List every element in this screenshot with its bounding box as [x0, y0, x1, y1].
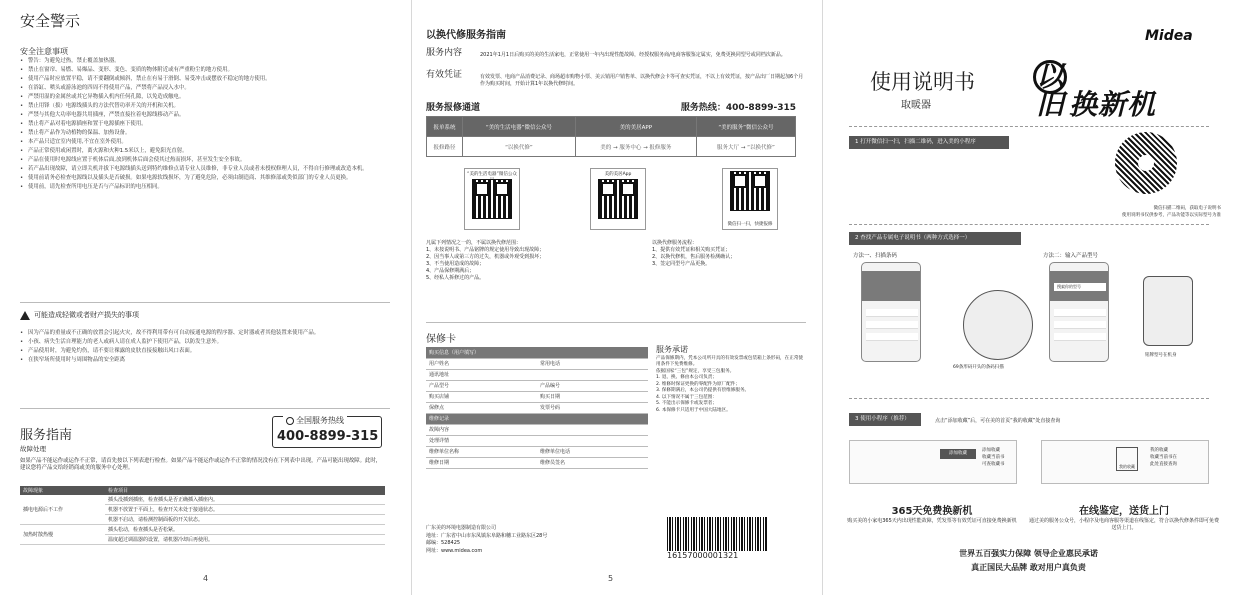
table-cell[interactable] — [521, 424, 537, 435]
safety-item: • 禁止用锋（拔）电源线插头的方法代替功率开关的开机和关机。 — [20, 103, 380, 110]
table-cell[interactable] — [521, 435, 537, 446]
table-row — [426, 424, 648, 435]
table-label: 发票号码 — [537, 402, 632, 413]
note-list — [426, 247, 596, 282]
favorite-note — [982, 447, 1005, 468]
table-cell[interactable] — [521, 369, 537, 380]
note-item: 1、提供有效凭证和相关购买凭证； — [652, 247, 731, 253]
table-cell[interactable] — [632, 424, 648, 435]
list-item — [1054, 309, 1106, 317]
promise-title: 服务承诺 — [656, 345, 688, 354]
table-cell: 插头松动，检查插头是否松紧。 — [105, 525, 385, 535]
divider — [849, 224, 1209, 225]
exclusion-notes — [426, 240, 596, 282]
promise-item: 6. 本保修卡只适用于中国大陆地区。 — [656, 407, 731, 413]
table-cell: 服务大厅 → “以换代修” — [696, 137, 795, 157]
service-title: 服务指南 — [20, 428, 73, 443]
table-cell[interactable] — [632, 369, 648, 380]
table-cell[interactable] — [521, 457, 537, 468]
hotline-number: 400-8899-315 — [277, 429, 379, 444]
favorite-note-line: 收藏当前书在 — [1150, 455, 1177, 460]
list-item — [866, 333, 918, 341]
promise-list — [656, 356, 806, 415]
safety-list — [20, 58, 380, 193]
campaign-logo — [1033, 60, 1156, 123]
channel-title: 服务报修通道 — [426, 103, 481, 113]
table-label: 处理详情 — [426, 435, 521, 446]
row-key: 有效凭证 — [426, 70, 463, 80]
table-label: 维修员签名 — [537, 457, 632, 468]
channel-heading — [426, 100, 796, 113]
safety-item: • 禁止将产品对着电源插座和置于电源插座下使用。 — [20, 121, 380, 128]
table-cell[interactable] — [521, 380, 537, 391]
channel-table — [426, 116, 796, 157]
slogan-2: 真正国民大品牌 敢对用户真负责 — [971, 563, 1086, 572]
table-cell[interactable] — [632, 402, 648, 413]
safety-item: • 本产品只适宜室内使用,不宜在室外使用。 — [20, 139, 380, 146]
divider — [20, 408, 390, 409]
fault-table — [20, 486, 385, 545]
company-line: 网址：www.midea.com — [426, 547, 483, 554]
safety-item: • 在浴缸、喷头或游泳池的四周不得使用产品，严禁将产品浸入水中。 — [20, 85, 380, 92]
warning-icon — [20, 311, 30, 320]
list-item — [1054, 333, 1106, 341]
method-2: 方法二：输入产品型号 — [1043, 253, 1099, 259]
campaign-text: 换新机 — [1069, 88, 1157, 121]
table-cell: “以换代修” — [463, 137, 576, 157]
table-cell: 机器不启动，请检测控制面板的开关状态。 — [105, 515, 385, 525]
warranty-table — [426, 347, 648, 469]
page-title: 安全警示 — [20, 12, 81, 30]
table-cell: “美的生活电器”微信公众号 — [463, 117, 576, 137]
barcode-zoom-icon — [963, 290, 1033, 360]
promise-item: 2. 维修时保证更换的零配件为原厂配件； — [656, 381, 740, 387]
table-row — [426, 358, 648, 369]
safety-item: • 严禁与其他大功率电器共用插座，严禁直接拉着电源线移动产品。 — [20, 112, 380, 119]
note-item: 4、产品保修期满后； — [426, 268, 475, 274]
table-cell[interactable] — [521, 402, 537, 413]
table-header: 故障现象 — [20, 486, 105, 495]
table-label: 保修点 — [426, 402, 521, 413]
warning-heading — [20, 310, 139, 320]
method-1: 方法一、扫描条码 — [853, 253, 898, 259]
qr-card — [722, 168, 778, 230]
note-title: 以换代修服务流程： — [652, 240, 698, 246]
divider — [849, 398, 1209, 399]
hotline-box — [272, 416, 382, 448]
add-favorite-button[interactable]: 添加收藏 — [940, 449, 976, 459]
note-item: 1、未按说明书、产品铭牌的规定使用导致出现故障； — [426, 247, 545, 253]
table-label: 维修单位名称 — [426, 446, 521, 457]
table-cell: 美的 → 服务中心 → 报修服务 — [575, 137, 696, 157]
qr-label: 微信扫一扫，快捷报修 — [727, 222, 773, 227]
divider — [426, 322, 806, 323]
table-label — [537, 424, 632, 435]
step-3-text: 点击“添加收藏”后，可在美的首页“我的收藏”处直接查询 — [935, 418, 1061, 424]
table-label — [537, 369, 632, 380]
company-line: 地址：广东省中山市东凤镇东阜路和穗工业路东区28号 — [426, 532, 548, 539]
warning-title: 可能造成轻微或者财产损失的事项 — [34, 311, 139, 319]
promise-item: 4. 以下情况不属于三包范围： — [656, 394, 717, 400]
figure-caption: 69条形码开头的条码扫描 — [953, 365, 1004, 370]
table-label: 通讯地址 — [426, 369, 521, 380]
table-header: 购买信息（用户填写） — [426, 347, 648, 358]
company-info — [426, 525, 547, 555]
promise-item: 依据国家“三包”规定，享受三包服务。 — [656, 368, 735, 374]
favorite-note-line: 添加收藏 — [982, 448, 1000, 453]
table-row — [426, 457, 648, 468]
table-label: 故障内容 — [426, 424, 521, 435]
promise-item: 产品保修期内，凭本公司所开具的有效发票或包装箱上条形码，在正常使用条件下免费维修。 — [656, 355, 804, 367]
favorite-note-line: 我的收藏 — [1150, 448, 1168, 453]
table-cell[interactable] — [632, 435, 648, 446]
phone-scan-mockup — [861, 262, 921, 362]
step-3: 3 使用小程序（推荐） — [849, 413, 921, 426]
mini-program-qr-icon[interactable] — [1115, 132, 1177, 194]
qr-label: “美的生活电器”微信公众 — [467, 172, 517, 177]
campaign-badge: 以旧 — [1033, 60, 1067, 94]
table-cell[interactable] — [521, 446, 537, 457]
table-cell[interactable] — [632, 380, 648, 391]
figure-caption: 铭牌型号在机身 — [1145, 353, 1177, 358]
manual-title: 使用说明书 — [870, 70, 975, 94]
table-row — [426, 391, 648, 402]
note-item: 2、因当事人或第三方的过失，机器或外观受到损坏； — [426, 254, 545, 260]
safety-item: • 产品正常使用或闲置时，离火源和火种1.5米以上，避免阳光直射。 — [20, 148, 380, 155]
my-favorites-icon[interactable]: 我的收藏 — [1116, 447, 1138, 471]
table-row — [426, 435, 648, 446]
favorite-note-line: 收藏当前书 — [982, 455, 1005, 460]
table-cell: 加热时散热慢 — [20, 525, 105, 545]
qr-caption — [1071, 205, 1221, 219]
service-promise — [656, 347, 806, 414]
safety-item: • 使用产品时应放置平稳，请不要翻倒或倾斜，禁止在有易于滑倒、易受冲击或摆放不稳定的地方使用。 — [20, 76, 380, 83]
step-1: 1 打开微信扫一扫，扫描二维码，进入美的小程序 — [849, 136, 1009, 149]
safety-item: • 若产品出现故障，请立即关机并拔下电源线插头送到特约维修点请专业人员维修，非专业人员或者未授权修理人员，不得自行修理或改造本机。 — [20, 166, 380, 173]
phone-icon — [286, 417, 294, 425]
divider — [849, 126, 1209, 127]
list-item — [1054, 321, 1106, 329]
product-name: 取暖器 — [901, 100, 931, 111]
table-label: 购买店铺 — [426, 391, 521, 402]
table-label: 产品型号 — [426, 380, 521, 391]
table-cell: 报修路径 — [427, 137, 463, 157]
company-line: 广东美的环境电器制造有限公司 — [426, 525, 497, 531]
qr-card — [590, 168, 646, 230]
midea-logo: Midea — [1145, 28, 1193, 44]
barcode-icon — [667, 517, 767, 551]
row-key: 服务内容 — [426, 48, 463, 58]
qr-code-icon[interactable] — [730, 171, 770, 211]
table-label: 用户姓名 — [426, 358, 521, 369]
caution-item: • 产品使用时，为避免灼伤，请不要让裸露的皮肤直接接触出风口表面。 — [20, 348, 380, 355]
qr-code-icon[interactable] — [598, 179, 638, 219]
table-cell: 插电电源后不工作 — [20, 495, 105, 525]
safety-item: • 警告：为避免过热，禁止覆盖加热器。 — [20, 58, 380, 65]
barcode-number: 16157000001321 — [667, 551, 739, 560]
caution-item: • 在狭窄场所使用时与周围物品的安全距离 — [20, 357, 380, 364]
row-value: 2021年1月1日后购买的美的生活家电，正常使用一年内出现性能故障，经授权服务商/电商客服鉴定属实，免费更换同型号或同档次新品。 — [480, 52, 786, 58]
table-cell[interactable] — [521, 391, 537, 402]
table-label: 常用电话 — [537, 358, 632, 369]
table-cell: 报单系统 — [427, 117, 463, 137]
qr-code-icon[interactable] — [472, 179, 512, 219]
safety-item: • 禁止将产品作为动植物的保温、加热设备。 — [20, 130, 380, 137]
page-5 — [411, 0, 821, 595]
hotline-label-wrap — [283, 415, 347, 426]
table-cell[interactable] — [632, 358, 648, 369]
caution-item: • 小孩、病失生活自理能力的老人或病人请在成人监护下使用产品，以防发生意外。 — [20, 339, 380, 346]
safety-item: • 严禁用湿的金属丝或其它异物插入机内任何孔隙，以免造成触电。 — [20, 94, 380, 101]
table-cell[interactable] — [632, 446, 648, 457]
page-title: 以换代修服务指南 — [426, 30, 506, 41]
table-cell[interactable] — [632, 457, 648, 468]
benefit-1-title: 365天免费换新机 — [891, 506, 973, 517]
favorite-note-line: 可查收藏书 — [982, 462, 1005, 467]
step-2: 2 查找产品专属电子说明书（两种方式选择一） — [849, 232, 1021, 245]
safety-item: • 使用前，请先检查所用电压是否与产品标识的电压相同。 — [20, 184, 380, 191]
company-line: 邮编：528425 — [426, 540, 461, 546]
page-number: 4 — [203, 574, 209, 583]
caution-list — [20, 330, 380, 366]
promise-item: 3. 保修期满后，本公司仍提供有偿维修服务。 — [656, 388, 750, 393]
phone-header — [862, 271, 920, 301]
note-list — [652, 247, 821, 268]
table-label: 购买日期 — [537, 391, 632, 402]
fault-title: 故障处理 — [20, 445, 46, 453]
table-cell: “美的服务”微信公众号 — [696, 117, 795, 137]
note-title: 凡属下列情况之一的，不属以换代修范围： — [426, 240, 522, 246]
table-row — [426, 369, 648, 380]
promise-item: 5. 不能出示保修卡或发票者； — [656, 401, 717, 406]
table-row — [426, 446, 648, 457]
table-label: 产品编号 — [537, 380, 632, 391]
table-header: 检查项目 — [105, 486, 385, 495]
fault-intro: 如果产品不能运作或运作不正常，请首先按以下列表进行检查。如果产品不能运作或运作不正常的情况没有在下列表中出现，产品可能出现故障。此时，建议您将产品交给经销商或美的服务中心处理。 — [20, 458, 382, 472]
phone-search-mockup — [1049, 262, 1109, 362]
table-cell[interactable] — [521, 358, 537, 369]
table-label: 维修日期 — [426, 457, 521, 468]
row-value: 有效发票、电商产品消费记录、商场超市购物小票、美云销用户销售单、以换代修会卡等可查实凭证，不以上有效凭证，按产品出厂日期起加6个月作为购买时间，开始计算1年以换代修时间。 — [480, 74, 804, 87]
favorite-demo-b — [1041, 440, 1209, 484]
page-4 — [0, 0, 410, 595]
slogan-1: 世界五百强实力保障 领导企业惠民承诺 — [959, 549, 1098, 558]
process-notes — [652, 240, 821, 268]
promise-item: 1. 退、换、修由本公司负责； — [656, 375, 717, 380]
table-cell: 插头没插到插座，检查插头是否正确插入插座内。 — [105, 495, 385, 505]
section-subtitle: 安全注意事项 — [20, 47, 68, 56]
qr-card — [464, 168, 520, 230]
list-item — [866, 321, 918, 329]
table-cell: 温度超过调温器的设置，请机器冷却后再使用。 — [105, 535, 385, 545]
list-item — [866, 309, 918, 317]
table-row — [426, 402, 648, 413]
nameplate-icon — [1143, 276, 1193, 346]
table-cell: 美的美居APP — [575, 117, 696, 137]
hotline-label: 全国服务热线 — [296, 416, 344, 425]
cover-page — [822, 0, 1233, 595]
table-row — [426, 380, 648, 391]
table-label: 维修单位电话 — [537, 446, 632, 457]
safety-item: • 产品在使用时电源线应置于机体后面,放到机体后面会使其过热而损坏，甚至发生安全事故。 — [20, 157, 380, 164]
search-input[interactable]: 搜索你的型号 — [1054, 283, 1106, 291]
channel-hotline: 服务热线：400-8899-315 — [680, 103, 796, 113]
caution-item: • 因为产品的重量或不正确的放置会引起火灾，故不得利用带有可自动接通电源的程序器、定时器或者其他装置来使用产品。 — [20, 330, 380, 337]
benefit-1-text: 购买美的小家电365天内出现性能故障，凭发票等有效凭证可直接免费换新机 — [847, 518, 1017, 524]
table-label — [537, 435, 632, 446]
note-item: 5、经私人拆修过的产品。 — [426, 275, 485, 281]
note-item: 2、以换代修机，售后服务检测确认； — [652, 254, 736, 260]
qr-caption-line: 使用说明书仅供参考，产品功能等以实际型号为准 — [1122, 213, 1221, 218]
favorite-note-line: 此处直接查询 — [1150, 462, 1177, 467]
page-number: 5 — [608, 574, 614, 583]
benefit-2-title: 在线鉴定，送货上门 — [1079, 506, 1169, 517]
benefit-2-text: 通过美的服务公众号，小程序及电商客服等渠道在线鉴定，符合以换代修条件即可免费送货上门。 — [1029, 518, 1220, 531]
safety-item: • 禁止在窗帘、易燃、易爆品、变形、变色、变质的物体附近或有严重粉尘的地方使用。 — [20, 67, 380, 74]
note-item: 3、签定同型号产品更换。 — [652, 261, 711, 267]
safety-item: • 使用前请务必检查电源线以及插头是否破损。如果电源软线损坏，为了避免危险，必须由制造商、其维修部或类似部门的专业人员更换。 — [20, 175, 380, 182]
table-cell[interactable] — [632, 391, 648, 402]
divider — [20, 302, 390, 303]
favorite-demo-a — [849, 440, 1017, 484]
table-cell: 机器不放置于平面上，检查开关未处于接通状态。 — [105, 505, 385, 515]
warranty-title: 保修卡 — [426, 334, 456, 345]
note-item: 3、不当使用造成的故障； — [426, 261, 485, 267]
table-header: 维修记录 — [426, 413, 648, 424]
qr-caption-line: 微信扫描二维码，获取电子说明书 — [1153, 206, 1221, 211]
favorite-note — [1150, 447, 1177, 468]
qr-label: 美的美居App — [604, 172, 632, 177]
